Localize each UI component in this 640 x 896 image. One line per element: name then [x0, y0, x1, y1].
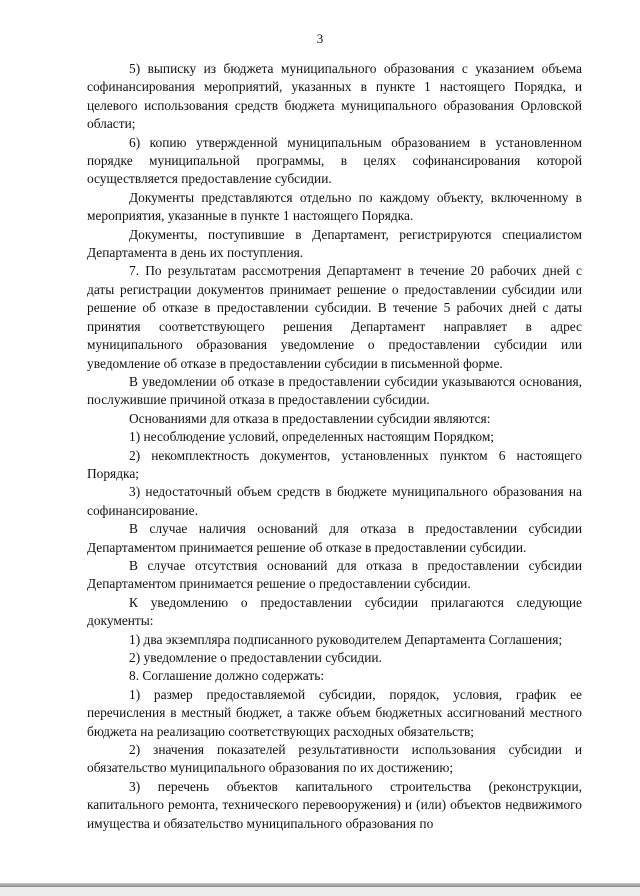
paragraph: 1) два экземпляра подписанного руководителем Департамента Соглашения; — [129, 631, 563, 647]
page-number: 3 — [316, 31, 324, 46]
paragraph: В случае наличия оснований для отказа в предоставлении субсидии Департаментом принимается решение об отказе в предоставлении субсидии. — [87, 521, 582, 555]
paragraph: 2) некомплектность документов, установленных пунктом 6 настоящего Порядка; — [87, 447, 582, 481]
paragraph: В случае отсутствия оснований для отказа в предоставлении субсидии Департаментом принимается решение о предоставлении субсидии. — [87, 557, 582, 592]
paragraph: Документы, поступившие в Департамент, регистрируются специалистом Департамента в день их поступления. — [87, 226, 582, 261]
paragraph: Документы представляются отдельно по каждому объекту, включенному в мероприятия, указанные в пункте 1 настоящего Порядка. — [87, 189, 582, 224]
paragraph: 2) уведомление о предоставлении субсидии. — [129, 650, 382, 665]
scan-edge-shadow — [0, 887, 640, 896]
paragraph: В уведомлении об отказе в предоставлении субсидии указываются основания, послужившие причиной отказа в предоставлении субсидии. — [87, 373, 582, 408]
document-body — [87, 60, 582, 833]
paragraph: 3) перечень объектов капитального строительства (реконструкции, капитального ремонта, технического перевооружения) и (или) объектов недвижимого имущества и обязательство муниципального образования по — [87, 778, 582, 831]
paragraph: Основаниями для отказа в предоставлении субсидии являются: — [129, 410, 491, 426]
paragraph: 6) копию утвержденной муниципальным образованием в установленном порядке муниципальной программы, в целях софинансирования которой осуществляется предоставление субсидии. — [87, 134, 582, 187]
paragraph: 3) недостаточный объем средств в бюджете муниципального образования на софинансирование. — [87, 484, 582, 518]
paragraph: 1) несоблюдение условий, определенных настоящим Порядком; — [129, 429, 495, 445]
paragraph: К уведомлению о предоставлении субсидии прилагаются следующие документы: — [87, 594, 582, 629]
paragraph: 7. По результатам рассмотрения Департамент в течение 20 рабочих дней с даты регистрации документов принимает решение о предоставлении субсидии или решение об отказе в предоставлении субсидии. В течение 5 рабочих дней с даты принятия соответствующего решения Департамент направляет в адрес муниципального образования уведомление о предоставлении субсидии или уведомление об отказе в предоставлении субсидии в письменной форме. — [87, 263, 582, 371]
paragraph: 2) значения показателей результативности использования субсидии и обязательство муниципального образования по их достижению; — [87, 742, 582, 776]
paragraph: 8. Соглашение должно содержать: — [129, 668, 325, 684]
paragraph: 1) размер предоставляемой субсидии, порядок, условия, график ее перечисления в местный бюджет, а также объем бюджетных ассигнований местного бюджета на реализацию соответствующих расходных обязательств; — [87, 686, 582, 739]
paragraph: 5) выписку из бюджета муниципального образования с указанием объема софинансирования мероприятий, указанных в пункте 1 настоящего Порядка, и целевого использования средств бюджета муниципального образования Орловской области; — [87, 61, 582, 132]
